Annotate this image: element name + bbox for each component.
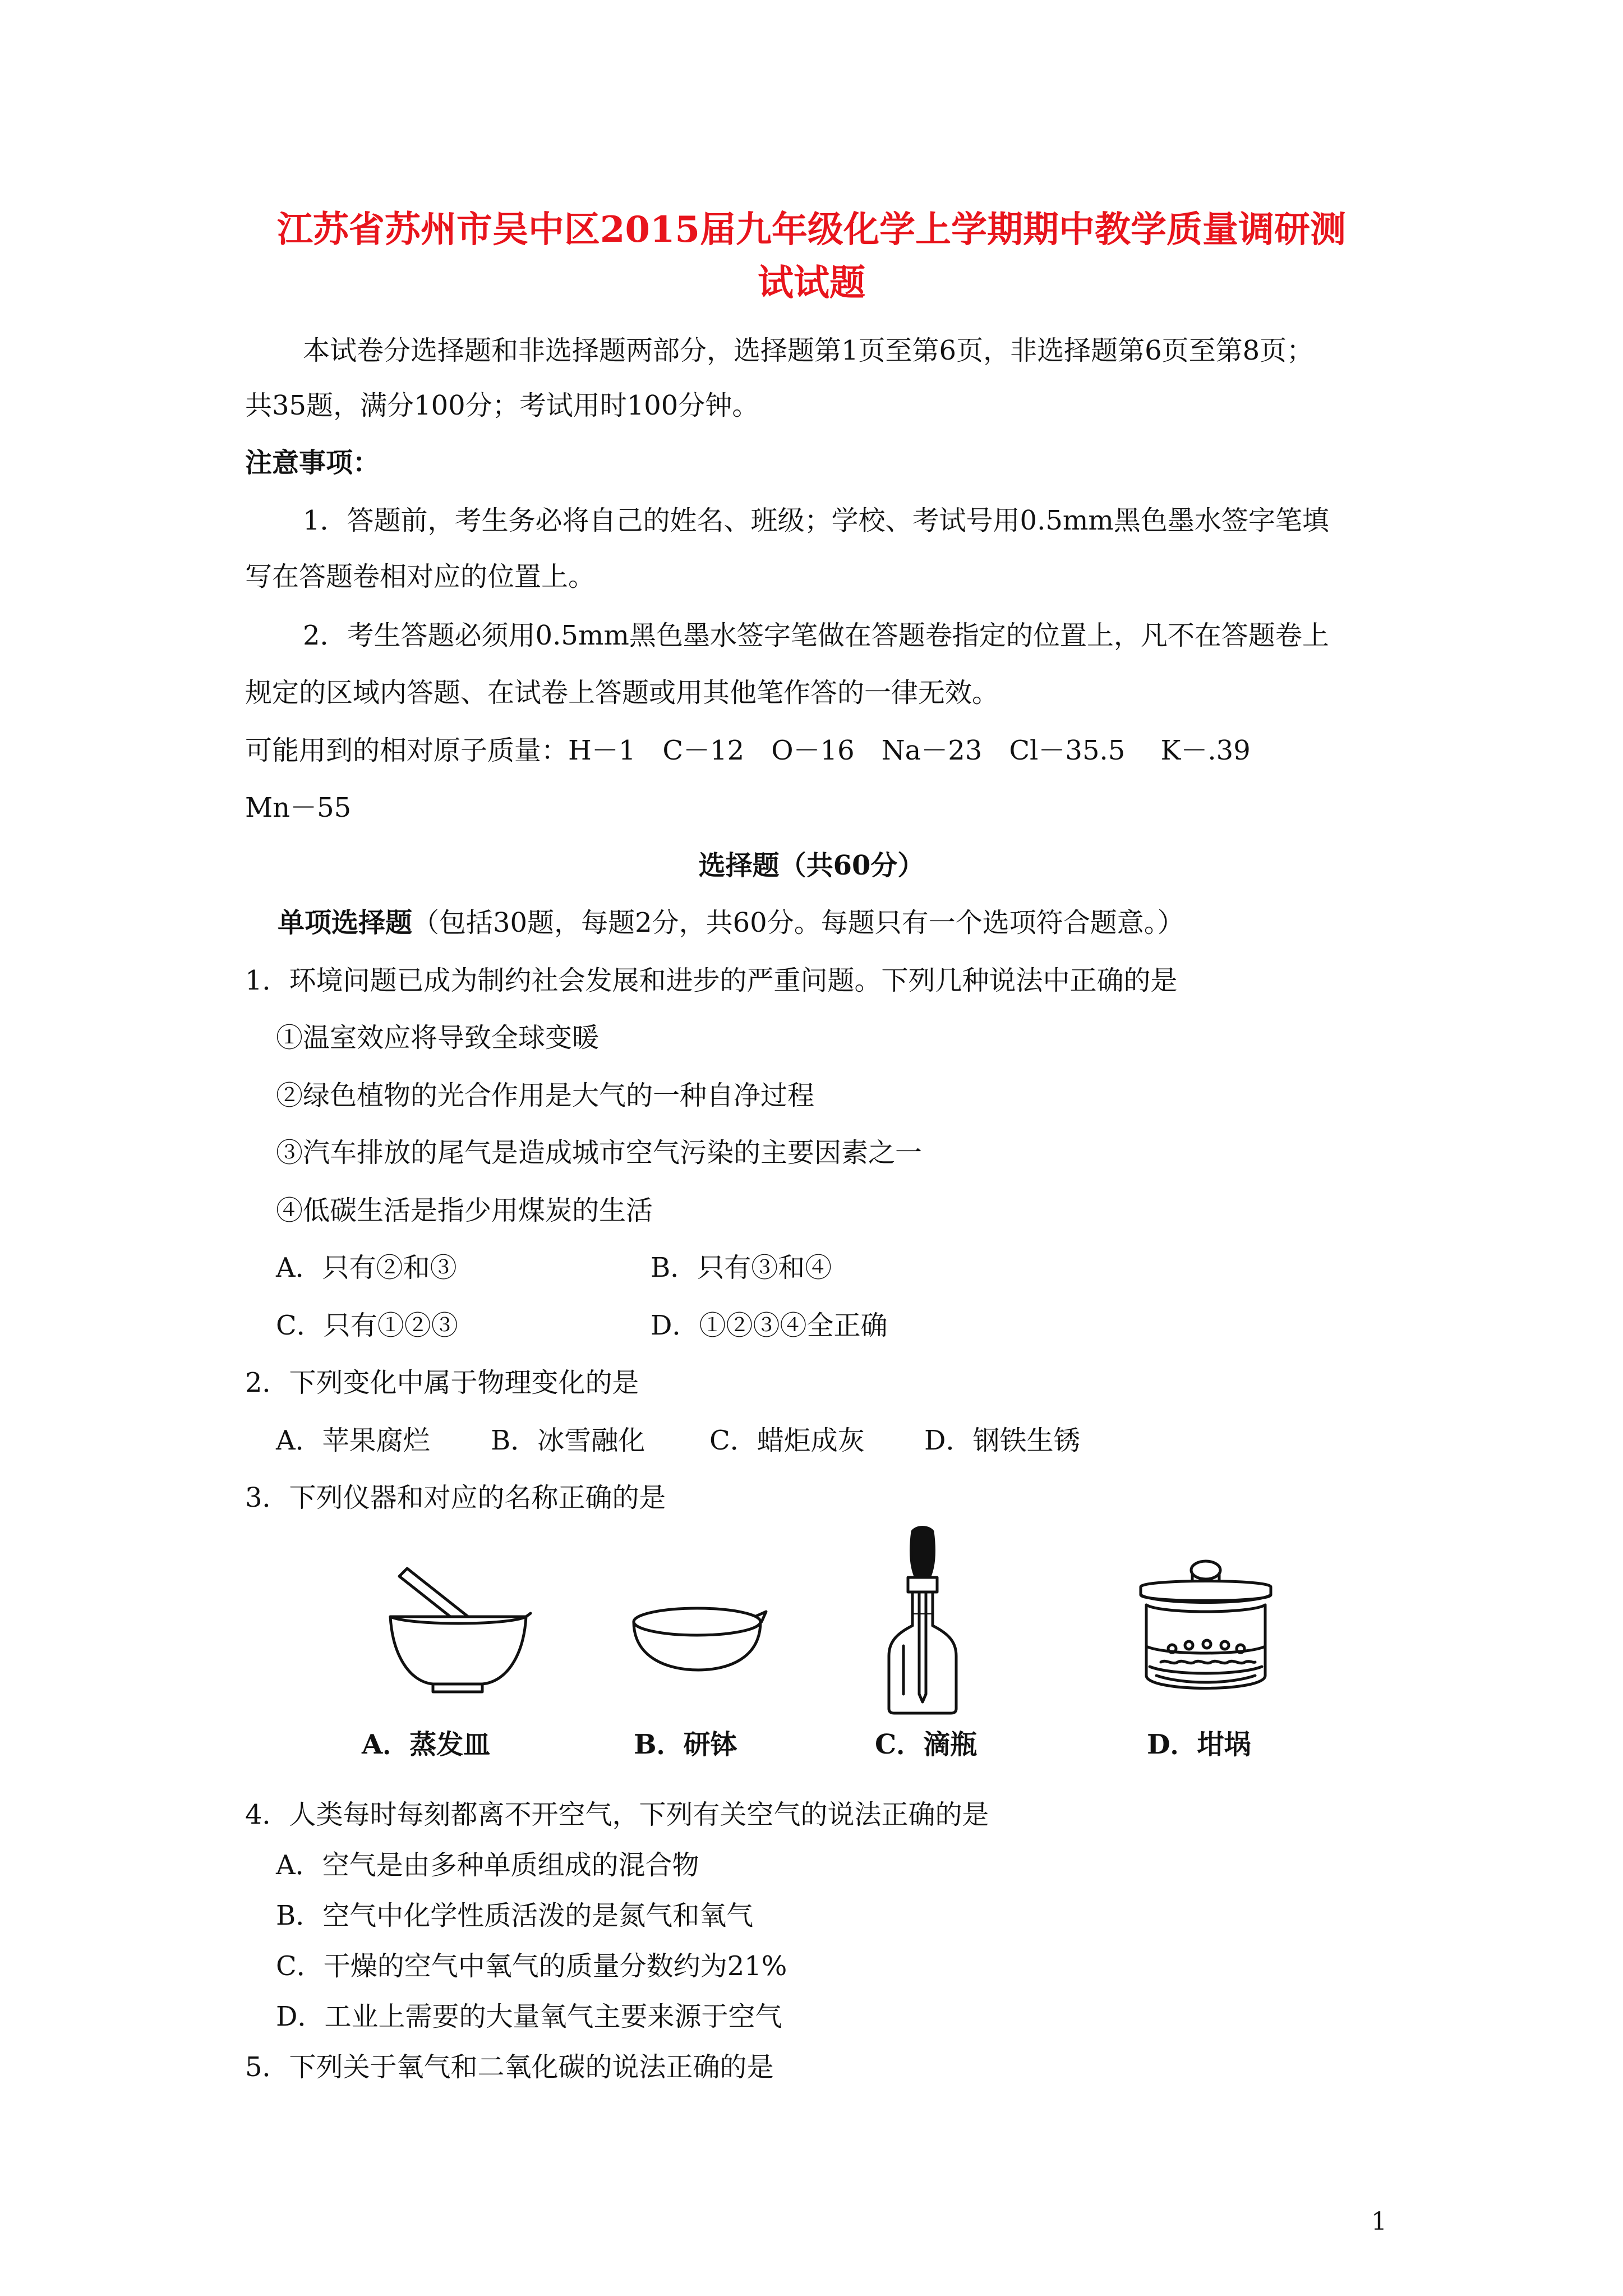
- note-item1-line2: 写在答题卷相对应的位置上。: [245, 561, 596, 592]
- q1-option-b: B．只有③和④: [651, 1252, 832, 1283]
- intro-line1: 本试卷分选择题和非选择题两部分，选择题第1页至第6页，非选择题第6页至第8页；: [303, 335, 1314, 366]
- exam-title-line2: 试试题: [758, 262, 865, 304]
- q1-statement-1: ①温室效应将导致全球变暖: [276, 1022, 600, 1053]
- section-instructions-text: （包括30题，每题2分，共60分。每题只有一个选项符合题意。）: [412, 907, 1184, 938]
- note-item2-line2: 规定的区域内答题、在试卷上答题或用其他笔作答的一律无效。: [245, 677, 999, 708]
- intro-line2: 共35题，满分100分；考试用时100分钟。: [245, 390, 759, 421]
- section-title: 选择题（共60分）: [698, 850, 925, 881]
- q3-option-a-caption: A．蒸发皿: [362, 1729, 491, 1760]
- atomic-masses-line1: 可能用到的相对原子质量：H－1 C－12 O－16 Na－23 Cl－35.5 K－.39: [245, 735, 1251, 766]
- q2-option-c: C．蜡炬成灰: [709, 1425, 865, 1456]
- page-number: 1: [1371, 2207, 1387, 2236]
- q1-statement-4: ④低碳生活是指少用煤炭的生活: [276, 1195, 653, 1226]
- q2-option-b: B．冰雪融化: [491, 1425, 645, 1456]
- q4-option-c: C．干燥的空气中氧气的质量分数约为21%: [276, 1950, 787, 1982]
- q4-option-d: D．工业上需要的大量氧气主要来源于空气: [276, 2001, 782, 2032]
- exam-title-line1: 江苏省苏州市吴中区2015届九年级化学上学期期中教学质量调研测: [276, 209, 1347, 251]
- q1-statement-2: ②绿色植物的光合作用是大气的一种自净过程: [276, 1080, 815, 1111]
- notes-heading: 注意事项：: [245, 447, 380, 478]
- q1-option-d: D．①②③④全正确: [651, 1310, 888, 1341]
- q4-option-a: A．空气是由多种单质组成的混合物: [276, 1849, 699, 1881]
- section-instructions-label: 单项选择题: [278, 907, 413, 938]
- q4-stem: 4．人类每时每刻都离不开空气，下列有关空气的说法正确的是: [245, 1799, 989, 1830]
- note-item2-line1: 2．考生答题必须用0.5mm黑色墨水签字笔做在答题卷指定的位置上，凡不在答题卷上: [303, 620, 1329, 651]
- q3-stem: 3．下列仪器和对应的名称正确的是: [245, 1482, 666, 1513]
- q2-option-d: D．钢铁生锈: [924, 1425, 1081, 1456]
- q5-stem: 5．下列关于氧气和二氧化碳的说法正确的是: [245, 2051, 774, 2083]
- q1-statement-3: ③汽车排放的尾气是造成城市空气污染的主要因素之一: [276, 1137, 923, 1168]
- q1-stem: 1．环境问题已成为制约社会发展和进步的严重问题。下列几种说法中正确的是: [245, 965, 1178, 996]
- q1-option-a: A．只有②和③: [276, 1252, 457, 1283]
- q3-option-d-caption: D．坩埚: [1147, 1729, 1251, 1760]
- evaporating-dish-figure: [628, 1602, 768, 1674]
- q2-option-a: A．苹果腐烂: [276, 1425, 430, 1456]
- q3-option-c-caption: C．滴瓶: [875, 1729, 978, 1760]
- q3-option-b-caption: B．研钵: [634, 1729, 737, 1760]
- q1-option-c: C．只有①②③: [276, 1310, 458, 1341]
- q2-stem: 2．下列变化中属于物理变化的是: [245, 1367, 639, 1398]
- q4-option-b: B．空气中化学性质活泼的是氮气和氧气: [276, 1900, 754, 1931]
- dropper-bottle-figure: [883, 1526, 962, 1717]
- crucible-figure: [1133, 1551, 1279, 1703]
- atomic-masses-line2: Mn－55: [245, 792, 352, 823]
- note-item1-line1: 1．答题前，考生务必将自己的姓名、班级；学校、考试号用0.5mm黑色墨水签字笔填: [303, 505, 1329, 536]
- mortar-pestle-figure: [387, 1565, 533, 1700]
- section-instructions: [278, 903, 1184, 942]
